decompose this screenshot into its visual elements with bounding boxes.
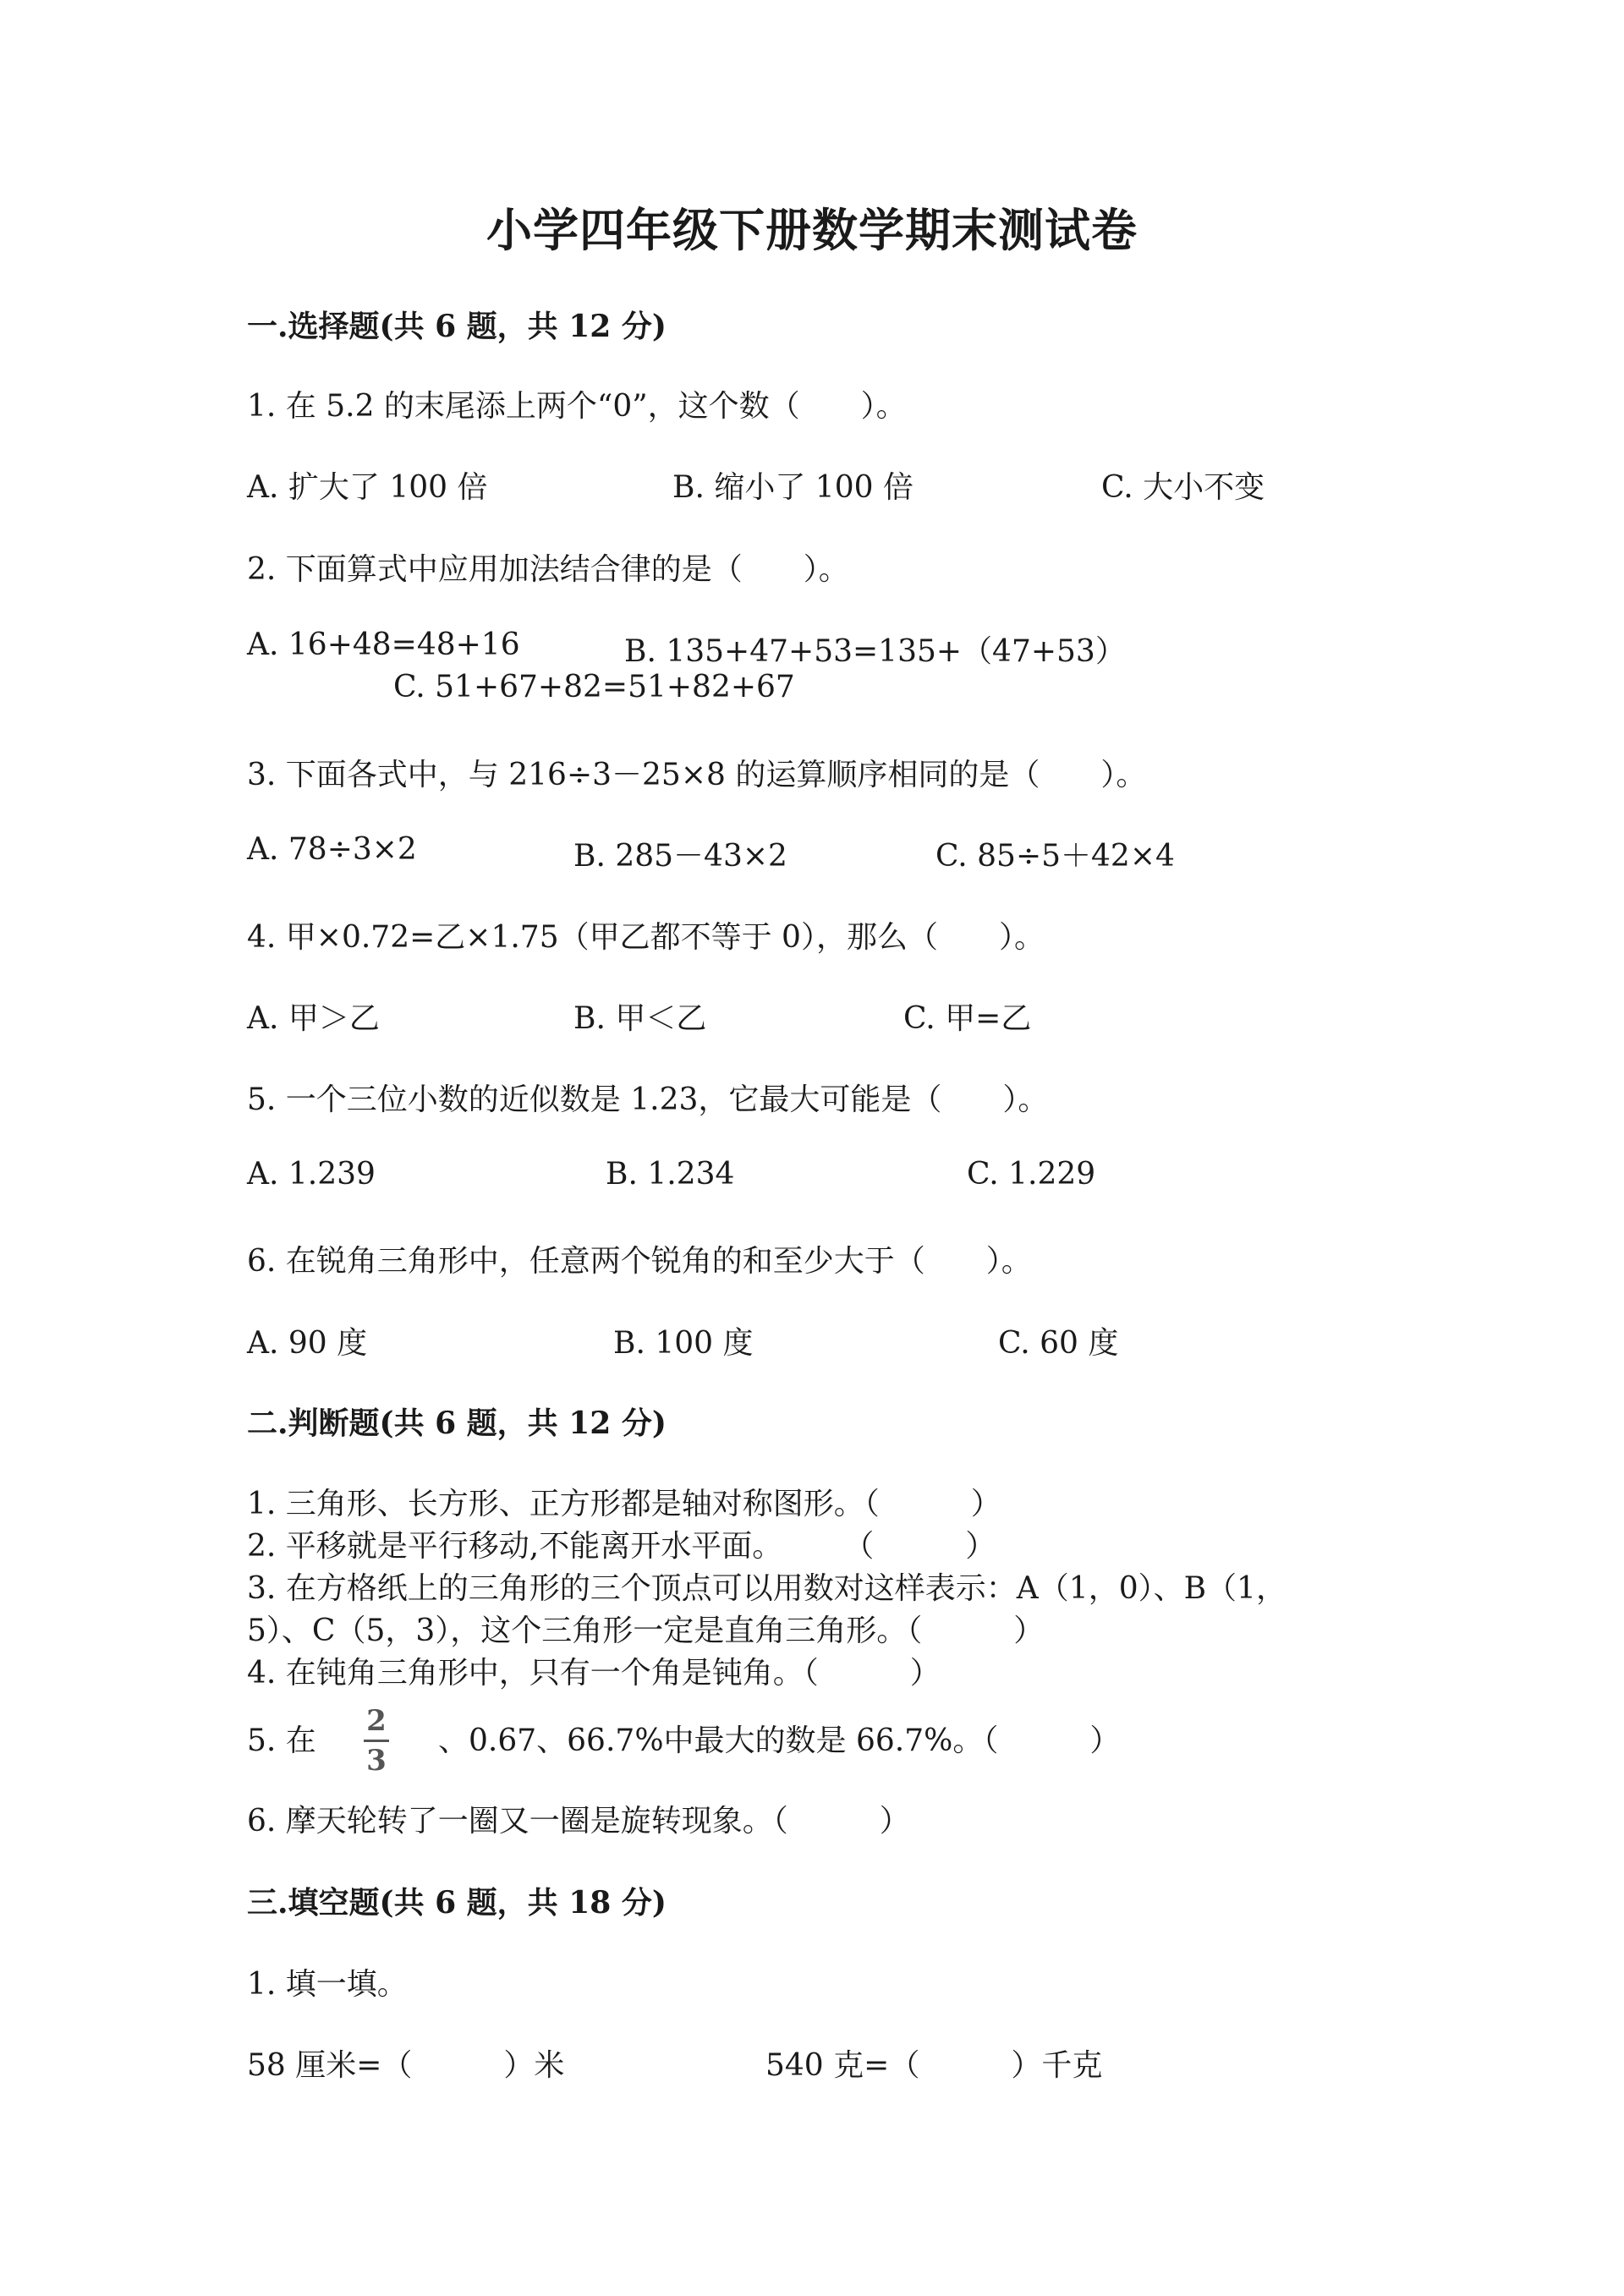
judge-question-4: 4. 在钝角三角形中，只有一个角是钝角。（ ）: [247, 1656, 941, 1690]
fraction-denominator: 3: [366, 1744, 387, 1778]
choice-3-option-c: C. 85÷5＋42×4: [935, 839, 1175, 874]
choice-5-option-c: C. 1.229: [967, 1157, 1096, 1192]
judge-question-2: 2. 平移就是平行移动,不能离开水平面。 （ ）: [247, 1529, 996, 1564]
choice-question-2: 2. 下面算式中应用加法结合律的是（ ）。: [247, 552, 849, 587]
choice-4-option-a: A. 甲＞乙: [247, 1001, 380, 1036]
page-title: 小学四年级下册数学期末测试卷: [486, 203, 1138, 257]
choice-3-option-a: A. 78÷3×2: [247, 832, 417, 867]
fill-question-1-item-b: 540 克=（ ）千克: [765, 2048, 1103, 2083]
choice-question-6: 6. 在锐角三角形中，任意两个锐角的和至少大于（ ）。: [247, 1244, 1032, 1279]
choice-1-option-a: A. 扩大了 100 倍: [247, 470, 488, 505]
fraction-two-thirds: [359, 1704, 393, 1778]
choice-6-option-a: A. 90 度: [247, 1326, 368, 1361]
section-heading-fill: 三.填空题(共 6 题，共 18 分): [247, 1885, 667, 1921]
choice-5-option-b: B. 1.234: [606, 1157, 735, 1192]
choice-3-option-b: B. 285－43×2: [573, 839, 787, 874]
fill-question-1-item-a: 58 厘米=（ ）米: [247, 2048, 565, 2083]
judge-question-5-suffix: 、0.67、66.7%中最大的数是 66.7%。（ ）: [438, 1723, 1121, 1758]
fraction-numerator: 2: [366, 1704, 387, 1738]
choice-question-1: 1. 在 5.2 的末尾添上两个“0”，这个数（ ）。: [247, 389, 907, 424]
choice-1-option-b: B. 缩小了 100 倍: [672, 470, 914, 505]
judge-question-5-prefix: 5. 在: [247, 1723, 316, 1758]
judge-question-3-line-2: 5）、C（5，3），这个三角形一定是直角三角形。（ ）: [247, 1614, 1045, 1648]
choice-question-4: 4. 甲×0.72=乙×1.75（甲乙都不等于 0），那么（ ）。: [247, 920, 1045, 955]
section-heading-choice: 一.选择题(共 6 题，共 12 分): [247, 309, 667, 344]
choice-1-option-c: C. 大小不变: [1101, 470, 1265, 505]
choice-2-option-b: B. 135+47+53=135+（47+53）: [624, 634, 1126, 669]
choice-question-5: 5. 一个三位小数的近似数是 1.23，它最大可能是（ ）。: [247, 1082, 1049, 1117]
choice-question-3: 3. 下面各式中，与 216÷3－25×8 的运算顺序相同的是（ ）。: [247, 758, 1147, 792]
choice-2-option-a: A. 16+48=48+16: [247, 627, 520, 662]
choice-6-option-c: C. 60 度: [998, 1326, 1119, 1361]
fraction-bar: [364, 1740, 389, 1742]
choice-5-option-a: A. 1.239: [247, 1157, 376, 1192]
judge-question-6: 6. 摩天轮转了一圈又一圈是旋转现象。（ ）: [247, 1804, 910, 1838]
choice-4-option-c: C. 甲=乙: [903, 1001, 1032, 1036]
judge-question-1: 1. 三角形、长方形、正方形都是轴对称图形。（ ）: [247, 1487, 1001, 1521]
choice-2-option-c: C. 51+67+82=51+82+67: [393, 670, 795, 704]
choice-4-option-b: B. 甲＜乙: [573, 1001, 707, 1036]
choice-6-option-b: B. 100 度: [613, 1326, 754, 1361]
section-heading-judge: 二.判断题(共 6 题，共 12 分): [247, 1406, 667, 1441]
judge-question-3-line-1: 3. 在方格纸上的三角形的三个顶点可以用数对这样表示：A（1，0）、B（1，: [247, 1571, 1287, 1606]
fill-question-1: 1. 填一填。: [247, 1967, 408, 2002]
